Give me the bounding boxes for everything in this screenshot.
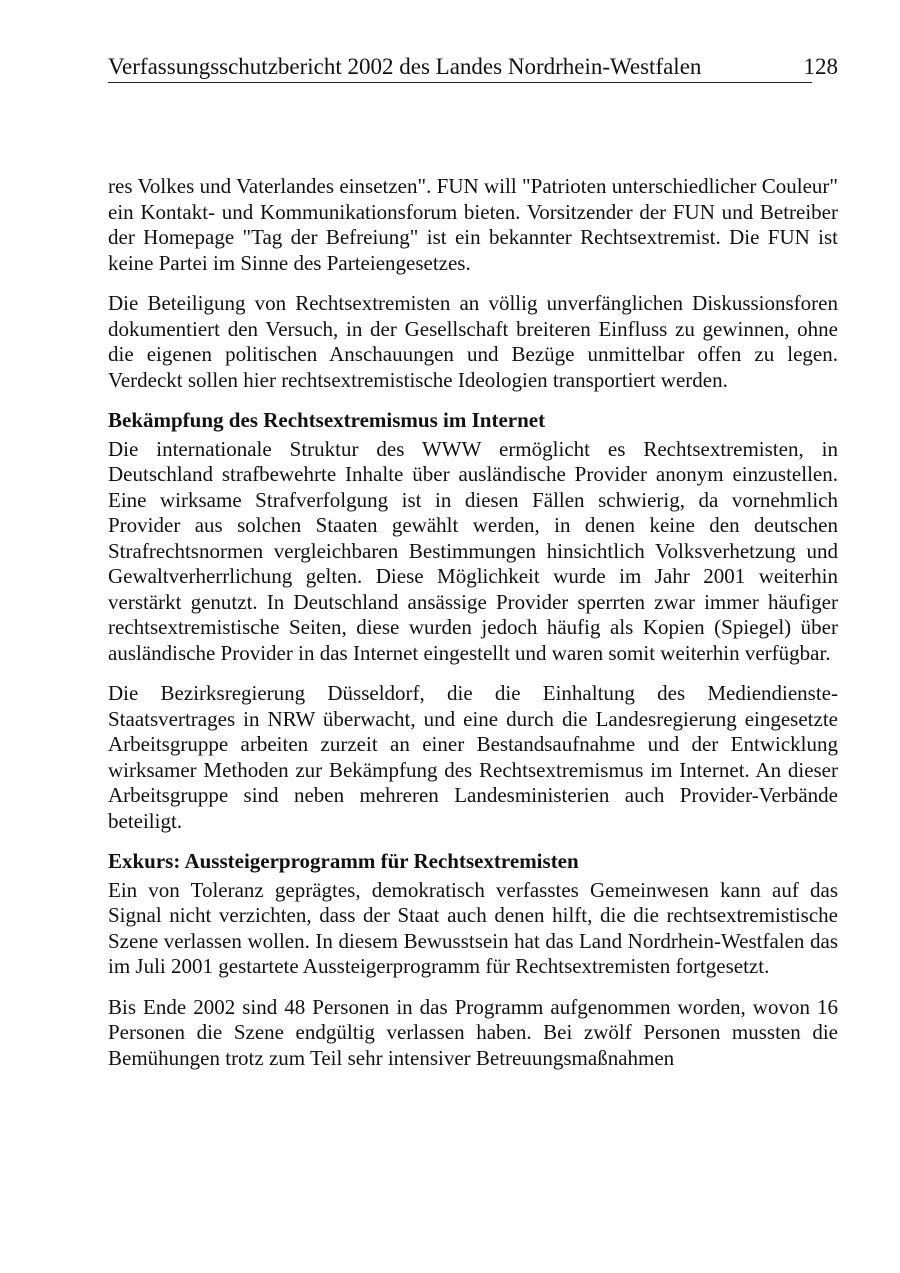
- page-body: [108, 174, 838, 1086]
- body-paragraph: Ein von Toleranz geprägtes, demokratisch verfasstes Gemeinwesen kann auf das Signal nicht verzichten, dass der Staat auch denen hilft, die die rechtsextremistische Szene verlassen wollen. In diesem Bewusstsein hat das Land Nordrhein-Westfalen das im Juli 2001 gestartete Aussteigerprogramm für Rechtsextremisten fortgesetzt.: [108, 877, 838, 978]
- body-paragraph: Bis Ende 2002 sind 48 Personen in das Programm aufgenommen worden, wovon 16 Personen die Szene endgültig verlassen haben. Bei zwölf Personen mussten die Bemühungen trotz zum Teil sehr intensiver Betreuungsmaßnahmen: [108, 994, 838, 1070]
- body-paragraph: res Volkes und Vaterlandes einsetzen". FUN will "Patrioten unterschiedlicher Couleur" ein Kontakt- und Kommunikationsforum bieten. Vorsitzender der FUN und Betreiber der Homepage "Tag der Befreiung" ist ein bekannter Rechtsextremist. Die FUN ist keine Partei im Sinne des Parteiengesetzes.: [108, 174, 838, 275]
- body-paragraph: Die Beteiligung von Rechtsextremisten an völlig unverfänglichen Diskussionsforen dokumentiert den Versuch, in der Gesellschaft breiteren Einfluss zu gewinnen, ohne die eigenen politischen Anschauungen und Bezüge unmittelbar offen zu legen. Verdeckt sollen hier rechtsextremistische Ideologien transportiert werden.: [108, 291, 838, 392]
- body-paragraph: Die Bezirksregierung Düsseldorf, die die Einhaltung des Mediendienste-Staatsvertrages in NRW überwacht, und eine durch die Landesregierung eingesetzte Arbeitsgruppe arbeiten zurzeit an einer Bestandsaufnahme und der Entwicklung wirksamer Methoden zur Bekämpfung des Rechtsextremismus im Internet. An dieser Arbeitsgruppe sind neben mehreren Landesministerien auch Provider-Verbände beteiligt.: [108, 681, 838, 833]
- running-header-title: Verfassungsschutzbericht 2002 des Landes Nordrhein-Westfalen: [108, 54, 702, 79]
- page-header: [108, 52, 838, 83]
- page-number: 128: [803, 54, 838, 79]
- section-heading-internet: Bekämpfung des Rechtsextremismus im Internet: [108, 408, 546, 432]
- section-heading-exkurs: Exkurs: Aussteigerprogramm für Rechtsextremisten: [108, 849, 579, 873]
- body-paragraph: Die internationale Struktur des WWW ermöglicht es Rechtsextremisten, in Deutschland strafbewehrte Inhalte über ausländische Provider anonym einzustellen. Eine wirksame Strafverfolgung ist in diesen Fällen schwierig, da vornehmlich Provider aus solchen Staaten gewählt werden, in denen keine den deutschen Strafrechtsnormen vergleichbaren Bestimmungen hinsichtlich Volksverhetzung und Gewaltverherrlichung gelten. Diese Möglichkeit wurde im Jahr 2001 weiterhin verstärkt genutzt. In Deutschland ansässige Provider sperrten zwar immer häufiger rechtsextremistische Seiten, diese wurden jedoch häufig als Kopien (Spiegel) über ausländische Provider in das Internet eingestellt und waren somit weiterhin verfügbar.: [108, 436, 838, 665]
